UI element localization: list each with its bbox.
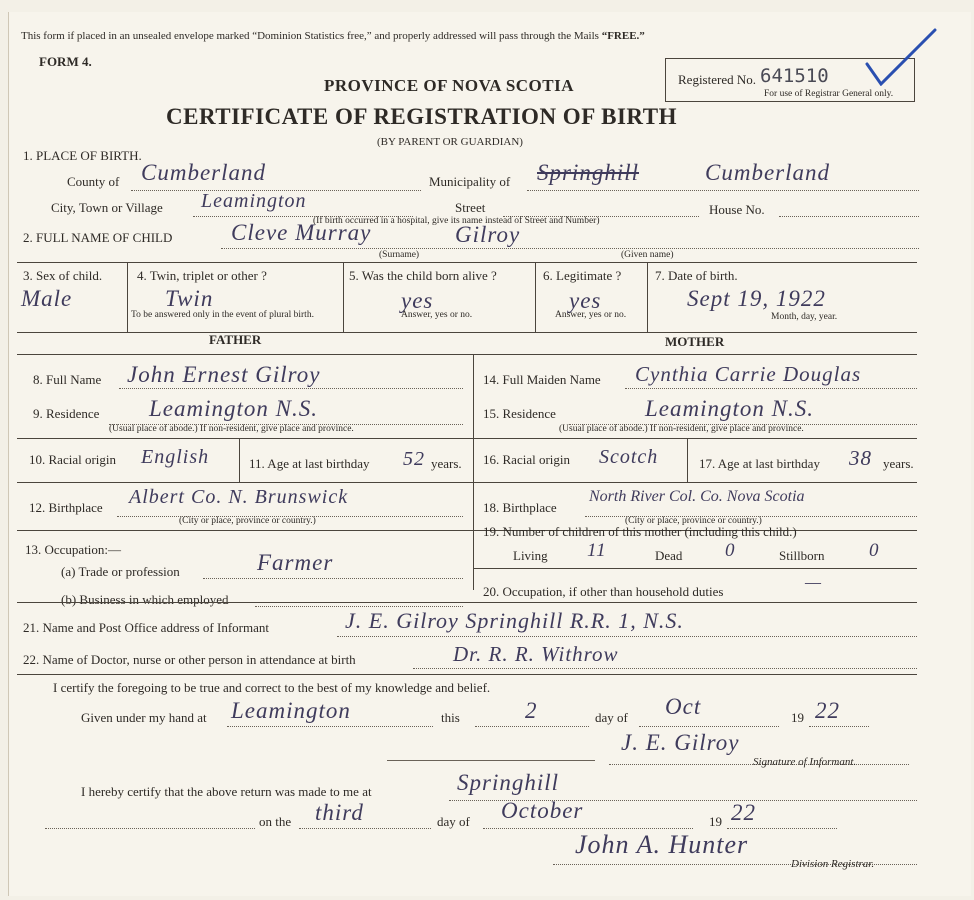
mother-occupation-value: — [805, 572, 823, 592]
father-age-label: 11. Age at last birthday [249, 456, 370, 471]
informant-label: 21. Name and Post Office address of Informant [23, 620, 269, 635]
municipality-label: Municipality of [429, 174, 511, 189]
father-racial-value: English [141, 446, 210, 468]
father-trade-label: (a) Trade or profession [61, 564, 180, 579]
hospital-note: (If birth occurred in a hospital, give its name instead of Street and Number) [313, 216, 600, 226]
registrar-statement: I hereby certify that the above return was made to me at [81, 784, 372, 799]
father-business-label: (b) Business in which employed [61, 592, 229, 607]
mother-name-label: 14. Full Maiden Name [483, 372, 601, 387]
registrar-place-value: Springhill [457, 770, 560, 795]
mother-age-label: 17. Age at last birthday [699, 456, 820, 471]
registrar-only-note: For use of Registrar General only. [764, 89, 894, 99]
sex-label: 3. Sex of child. [23, 268, 103, 283]
date-of-birth-note: Month, day, year. [771, 312, 838, 322]
city-label: City, Town or Village [51, 200, 163, 215]
mother-age-value: 38 [849, 446, 872, 470]
surname-caption: (Surname) [379, 250, 420, 260]
informant-value: J. E. Gilroy Springhill R.R. 1, N.S. [345, 608, 684, 633]
father-birthplace-label: 12. Birthplace [29, 500, 103, 515]
mother-racial-label: 16. Racial origin [483, 452, 571, 467]
on-the-label: on the [259, 814, 292, 829]
twin-note: To be answered only in the event of plural birth. [131, 310, 314, 320]
living-value: 11 [587, 540, 607, 561]
mail-notice-text: This form if placed in an unsealed envelope marked “Dominion Statistics free,” and properly addressed will pass through the Mails [21, 30, 599, 42]
dead-value: 0 [725, 540, 736, 561]
mail-notice-free: “FREE.” [601, 30, 645, 42]
place-of-birth-section: 1. PLACE OF BIRTH. [23, 148, 142, 163]
father-name-value: John Ernest Gilroy [127, 362, 321, 387]
registrar-day-of-label: day of [437, 814, 470, 829]
registrar-year-value: 22 [731, 800, 756, 825]
alive-label: 5. Was the child born alive ? [349, 268, 497, 283]
mother-racial-value: Scotch [599, 446, 659, 468]
mother-birthplace-note: (City or place, province or country.) [625, 516, 762, 526]
mother-residence-label: 15. Residence [483, 406, 556, 421]
mail-notice [21, 30, 645, 42]
child-surname: Gilroy [455, 222, 521, 247]
registrar-caption: Division Registrar. [791, 858, 875, 870]
checkmark-icon [859, 26, 939, 86]
mother-heading: MOTHER [665, 334, 725, 349]
legitimate-label: 6. Legitimate ? [543, 268, 622, 283]
father-name-label: 8. Full Name [33, 372, 102, 387]
father-residence-note: (Usual place of abode.) If non-resident, give place and province. [109, 424, 354, 434]
mother-age-unit: years. [883, 456, 914, 471]
this-label: this [441, 710, 460, 725]
day-of-label: day of [595, 710, 628, 725]
mother-birthplace-label: 18. Birthplace [483, 500, 557, 515]
city-value: Leamington [201, 190, 307, 212]
registrar-signature: John A. Hunter [575, 830, 749, 859]
certificate-sheet [8, 12, 971, 896]
province-heading: PROVINCE OF NOVA SCOTIA [324, 76, 575, 95]
mother-children-label: 19. Number of children of this mother (including this child.) [483, 524, 797, 539]
living-label: Living [513, 548, 548, 563]
given-place-value: Leamington [231, 698, 351, 723]
father-birthplace-value: Albert Co. N. Brunswick [129, 486, 349, 508]
form-number: FORM 4. [39, 54, 92, 69]
registrar-year-prefix: 19 [709, 814, 722, 829]
certify-year-value: 22 [815, 698, 840, 723]
mother-occupation-label: 20. Occupation, if other than household duties [483, 584, 724, 599]
father-age-unit: years. [431, 456, 462, 471]
sex-value: Male [21, 286, 73, 311]
child-name-section: 2. FULL NAME OF CHILD [23, 230, 173, 245]
registered-label: Registered No. [678, 72, 756, 87]
date-of-birth-value: Sept 19, 1922 [687, 286, 826, 311]
informant-signature-caption: Signature of Informant. [753, 756, 857, 768]
father-residence-value: Leamington N.S. [149, 396, 318, 421]
municipality-value: Cumberland [705, 160, 830, 185]
mother-residence-value: Leamington N.S. [645, 396, 814, 421]
certify-month-value: Oct [665, 694, 702, 719]
child-given-name: Cleve Murray [231, 220, 372, 245]
given-name-caption: (Given name) [621, 250, 674, 260]
date-of-birth-label: 7. Date of birth. [655, 268, 738, 283]
father-heading: FATHER [209, 332, 262, 347]
certificate-title: CERTIFICATE OF REGISTRATION OF BIRTH [166, 104, 677, 129]
twin-value: Twin [165, 286, 214, 311]
certificate-subtitle: (BY PARENT OR GUARDIAN) [377, 136, 523, 148]
certify-day-value: 2 [525, 698, 538, 723]
father-occupation-label: 13. Occupation:— [25, 542, 122, 557]
dead-label: Dead [655, 548, 683, 563]
informant-signature: J. E. Gilroy [621, 730, 740, 755]
house-no-label: House No. [709, 202, 765, 217]
legitimate-note: Answer, yes or no. [555, 310, 627, 320]
stillborn-value: 0 [869, 540, 880, 561]
year-prefix: 19 [791, 710, 804, 725]
father-residence-label: 9. Residence [33, 406, 100, 421]
mother-name-value: Cynthia Carrie Douglas [635, 362, 862, 386]
father-birthplace-note: (City or place, province or country.) [179, 516, 316, 526]
alive-note: Answer, yes or no. [401, 310, 473, 320]
registrar-day-value: third [315, 800, 364, 825]
certify-statement: I certify the foregoing to be true and correct to the best of my knowledge and belief. [53, 680, 491, 695]
alive-value: yes [401, 288, 434, 313]
county-label: County of [67, 174, 120, 189]
municipality-struck-value: Springhill [537, 160, 640, 185]
registrar-month-value: October [501, 798, 584, 823]
given-under-label: Given under my hand at [81, 710, 207, 725]
stillborn-label: Stillborn [779, 548, 825, 563]
twin-label: 4. Twin, triplet or other ? [137, 268, 267, 283]
mother-residence-note: (Usual place of abode.) If non-resident, give place and province. [559, 424, 804, 434]
legitimate-value: yes [569, 288, 602, 313]
doctor-label: 22. Name of Doctor, nurse or other person in attendance at birth [23, 652, 356, 667]
father-age-value: 52 [403, 448, 425, 470]
registered-number: 641510 [760, 65, 829, 87]
doctor-value: Dr. R. R. Withrow [453, 642, 619, 666]
father-trade-value: Farmer [257, 550, 334, 575]
mother-birthplace-value: North River Col. Co. Nova Scotia [589, 488, 805, 505]
street-label: Street [455, 200, 486, 215]
father-racial-label: 10. Racial origin [29, 452, 117, 467]
county-value: Cumberland [141, 160, 266, 185]
